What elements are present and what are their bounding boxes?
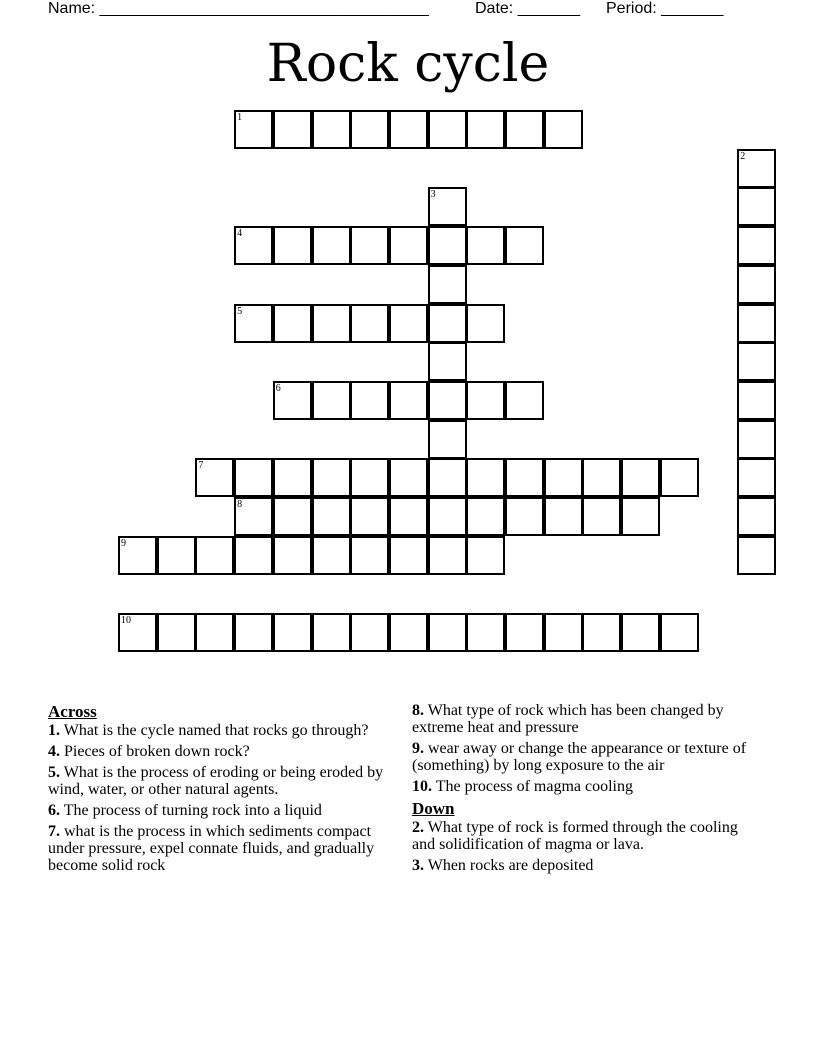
grid-cell[interactable] xyxy=(312,226,351,265)
grid-cell[interactable] xyxy=(582,497,621,536)
grid-cell[interactable] xyxy=(273,304,312,343)
grid-cell[interactable] xyxy=(466,110,505,149)
grid-cell[interactable] xyxy=(389,613,428,652)
grid-cell[interactable] xyxy=(273,613,312,652)
grid-cell[interactable] xyxy=(737,342,776,381)
grid-cell[interactable] xyxy=(389,536,428,575)
grid-cell[interactable] xyxy=(428,420,467,459)
grid-cell[interactable] xyxy=(505,497,544,536)
grid-cell[interactable] xyxy=(466,304,505,343)
grid-cell[interactable] xyxy=(350,381,389,420)
grid-cell[interactable] xyxy=(544,110,583,149)
grid-cell[interactable] xyxy=(621,613,660,652)
grid-cell[interactable] xyxy=(312,110,351,149)
grid-cell[interactable] xyxy=(505,613,544,652)
clues-column-right xyxy=(412,702,762,878)
grid-cell[interactable] xyxy=(505,226,544,265)
grid-cell[interactable] xyxy=(466,536,505,575)
grid-cell[interactable] xyxy=(389,458,428,497)
cell-number: 9 xyxy=(121,537,126,549)
grid-cell[interactable] xyxy=(544,458,583,497)
down-heading: Down xyxy=(412,799,455,818)
grid-cell[interactable] xyxy=(234,536,273,575)
grid-cell[interactable] xyxy=(195,536,234,575)
grid-cell[interactable] xyxy=(428,304,467,343)
grid-cell[interactable] xyxy=(312,536,351,575)
grid-cell[interactable] xyxy=(544,497,583,536)
grid-cell[interactable] xyxy=(737,226,776,265)
grid-cell[interactable] xyxy=(195,458,234,497)
grid-cell[interactable] xyxy=(157,536,196,575)
cell-number: 2 xyxy=(740,150,746,162)
cell-number: 1 xyxy=(237,112,243,123)
clue-across-8: 8. What type of rock which has been changed by extreme heat and pressure xyxy=(412,702,724,736)
grid-cell[interactable] xyxy=(428,381,467,420)
grid-cell[interactable] xyxy=(582,613,621,652)
grid-cell[interactable] xyxy=(389,381,428,420)
cell-number: 10 xyxy=(121,615,131,627)
grid-cell[interactable] xyxy=(505,110,544,149)
grid-cell[interactable] xyxy=(660,458,699,497)
cell-number: 8 xyxy=(237,499,243,510)
grid-cell[interactable] xyxy=(234,226,273,265)
grid-cell[interactable] xyxy=(234,304,273,343)
clue-across-4: 4. Pieces of broken down rock? xyxy=(48,743,250,760)
grid-cell[interactable] xyxy=(312,458,351,497)
grid-cell[interactable] xyxy=(273,381,312,420)
grid-cell[interactable] xyxy=(737,187,776,226)
grid-cell[interactable] xyxy=(466,381,505,420)
grid-cell[interactable] xyxy=(350,110,389,149)
grid-cell[interactable] xyxy=(312,497,351,536)
grid-cell[interactable] xyxy=(505,381,544,420)
clue-across-6: 6. The process of turning rock into a liquid xyxy=(48,802,322,819)
grid-cell[interactable] xyxy=(273,458,312,497)
cell-number: 6 xyxy=(275,382,281,394)
grid-cell[interactable] xyxy=(234,613,273,652)
clue-across-5: 5. What is the process of eroding or being eroded by wind, water, or other natural agents. xyxy=(48,764,384,798)
grid-cell[interactable] xyxy=(428,187,467,226)
grid-cell[interactable] xyxy=(350,304,389,343)
grid-cell[interactable] xyxy=(737,381,776,420)
grid-cell[interactable] xyxy=(505,458,544,497)
grid-cell[interactable] xyxy=(582,458,621,497)
period-field[interactable]: Period: _______ xyxy=(606,0,724,17)
cell-number: 3 xyxy=(430,189,436,201)
clue-down-3: 3. When rocks are deposited xyxy=(412,857,594,874)
grid-cell[interactable] xyxy=(273,536,312,575)
grid-cell[interactable] xyxy=(195,613,234,652)
grid-cell[interactable] xyxy=(389,497,428,536)
grid-cell[interactable] xyxy=(118,536,157,575)
page-title: Rock cycle xyxy=(266,34,550,94)
grid-cell[interactable] xyxy=(234,110,273,149)
clue-down-2: 2. What type of rock is formed through the cooling and solidification of magma or lava. xyxy=(412,819,738,853)
grid-cell[interactable] xyxy=(737,265,776,304)
grid-cell[interactable] xyxy=(350,497,389,536)
across-heading: Across xyxy=(48,702,97,721)
clue-across-1: 1. What is the cycle named that rocks go through? xyxy=(48,722,369,739)
clue-across-7: 7. what is the process in which sediments compact under pressure, expel connate fluids, and gradually become solid rock xyxy=(48,823,375,874)
grid-cell[interactable] xyxy=(350,458,389,497)
grid-cell[interactable] xyxy=(389,110,428,149)
grid-cell[interactable] xyxy=(312,381,351,420)
grid-cell[interactable] xyxy=(428,536,467,575)
grid-cell[interactable] xyxy=(737,149,776,188)
grid-cell[interactable] xyxy=(234,497,273,536)
cell-number: 7 xyxy=(198,460,204,472)
grid-cell[interactable] xyxy=(350,226,389,265)
grid-cell[interactable] xyxy=(389,226,428,265)
grid-cell[interactable] xyxy=(428,110,467,149)
grid-cell[interactable] xyxy=(737,304,776,343)
grid-cell[interactable] xyxy=(428,226,467,265)
grid-cell[interactable] xyxy=(466,497,505,536)
grid-cell[interactable] xyxy=(428,458,467,497)
name-field[interactable]: Name: _____________________________________ xyxy=(48,0,429,17)
grid-cell[interactable] xyxy=(312,613,351,652)
grid-cell[interactable] xyxy=(466,458,505,497)
grid-cell[interactable] xyxy=(273,497,312,536)
grid-cell[interactable] xyxy=(350,613,389,652)
cell-number: 5 xyxy=(237,305,243,317)
date-field[interactable]: Date: _______ xyxy=(475,0,580,17)
grid-cell[interactable] xyxy=(389,304,428,343)
clues-column-left xyxy=(48,702,398,878)
grid-cell[interactable] xyxy=(350,536,389,575)
grid-cell[interactable] xyxy=(428,342,467,381)
grid-cell[interactable] xyxy=(273,110,312,149)
grid-cell[interactable] xyxy=(273,226,312,265)
grid-cell[interactable] xyxy=(737,420,776,459)
grid-cell[interactable] xyxy=(466,613,505,652)
clue-across-10: 10. The process of magma cooling xyxy=(412,778,633,795)
grid-cell[interactable] xyxy=(544,613,583,652)
grid-cell[interactable] xyxy=(737,536,776,575)
grid-cell[interactable] xyxy=(312,304,351,343)
grid-cell[interactable] xyxy=(466,226,505,265)
grid-cell[interactable] xyxy=(737,458,776,497)
grid-cell[interactable] xyxy=(621,458,660,497)
clue-across-9: 9. wear away or change the appearance or texture of (something) by long exposure to the air xyxy=(412,740,747,774)
grid-cell[interactable] xyxy=(621,497,660,536)
grid-cell[interactable] xyxy=(157,613,196,652)
grid-cell[interactable] xyxy=(118,613,157,652)
grid-cell[interactable] xyxy=(737,497,776,536)
grid-cell[interactable] xyxy=(660,613,699,652)
grid-cell[interactable] xyxy=(428,613,467,652)
grid-cell[interactable] xyxy=(428,265,467,304)
grid-cell[interactable] xyxy=(428,497,467,536)
cell-number: 4 xyxy=(237,228,243,240)
grid-cell[interactable] xyxy=(234,458,273,497)
